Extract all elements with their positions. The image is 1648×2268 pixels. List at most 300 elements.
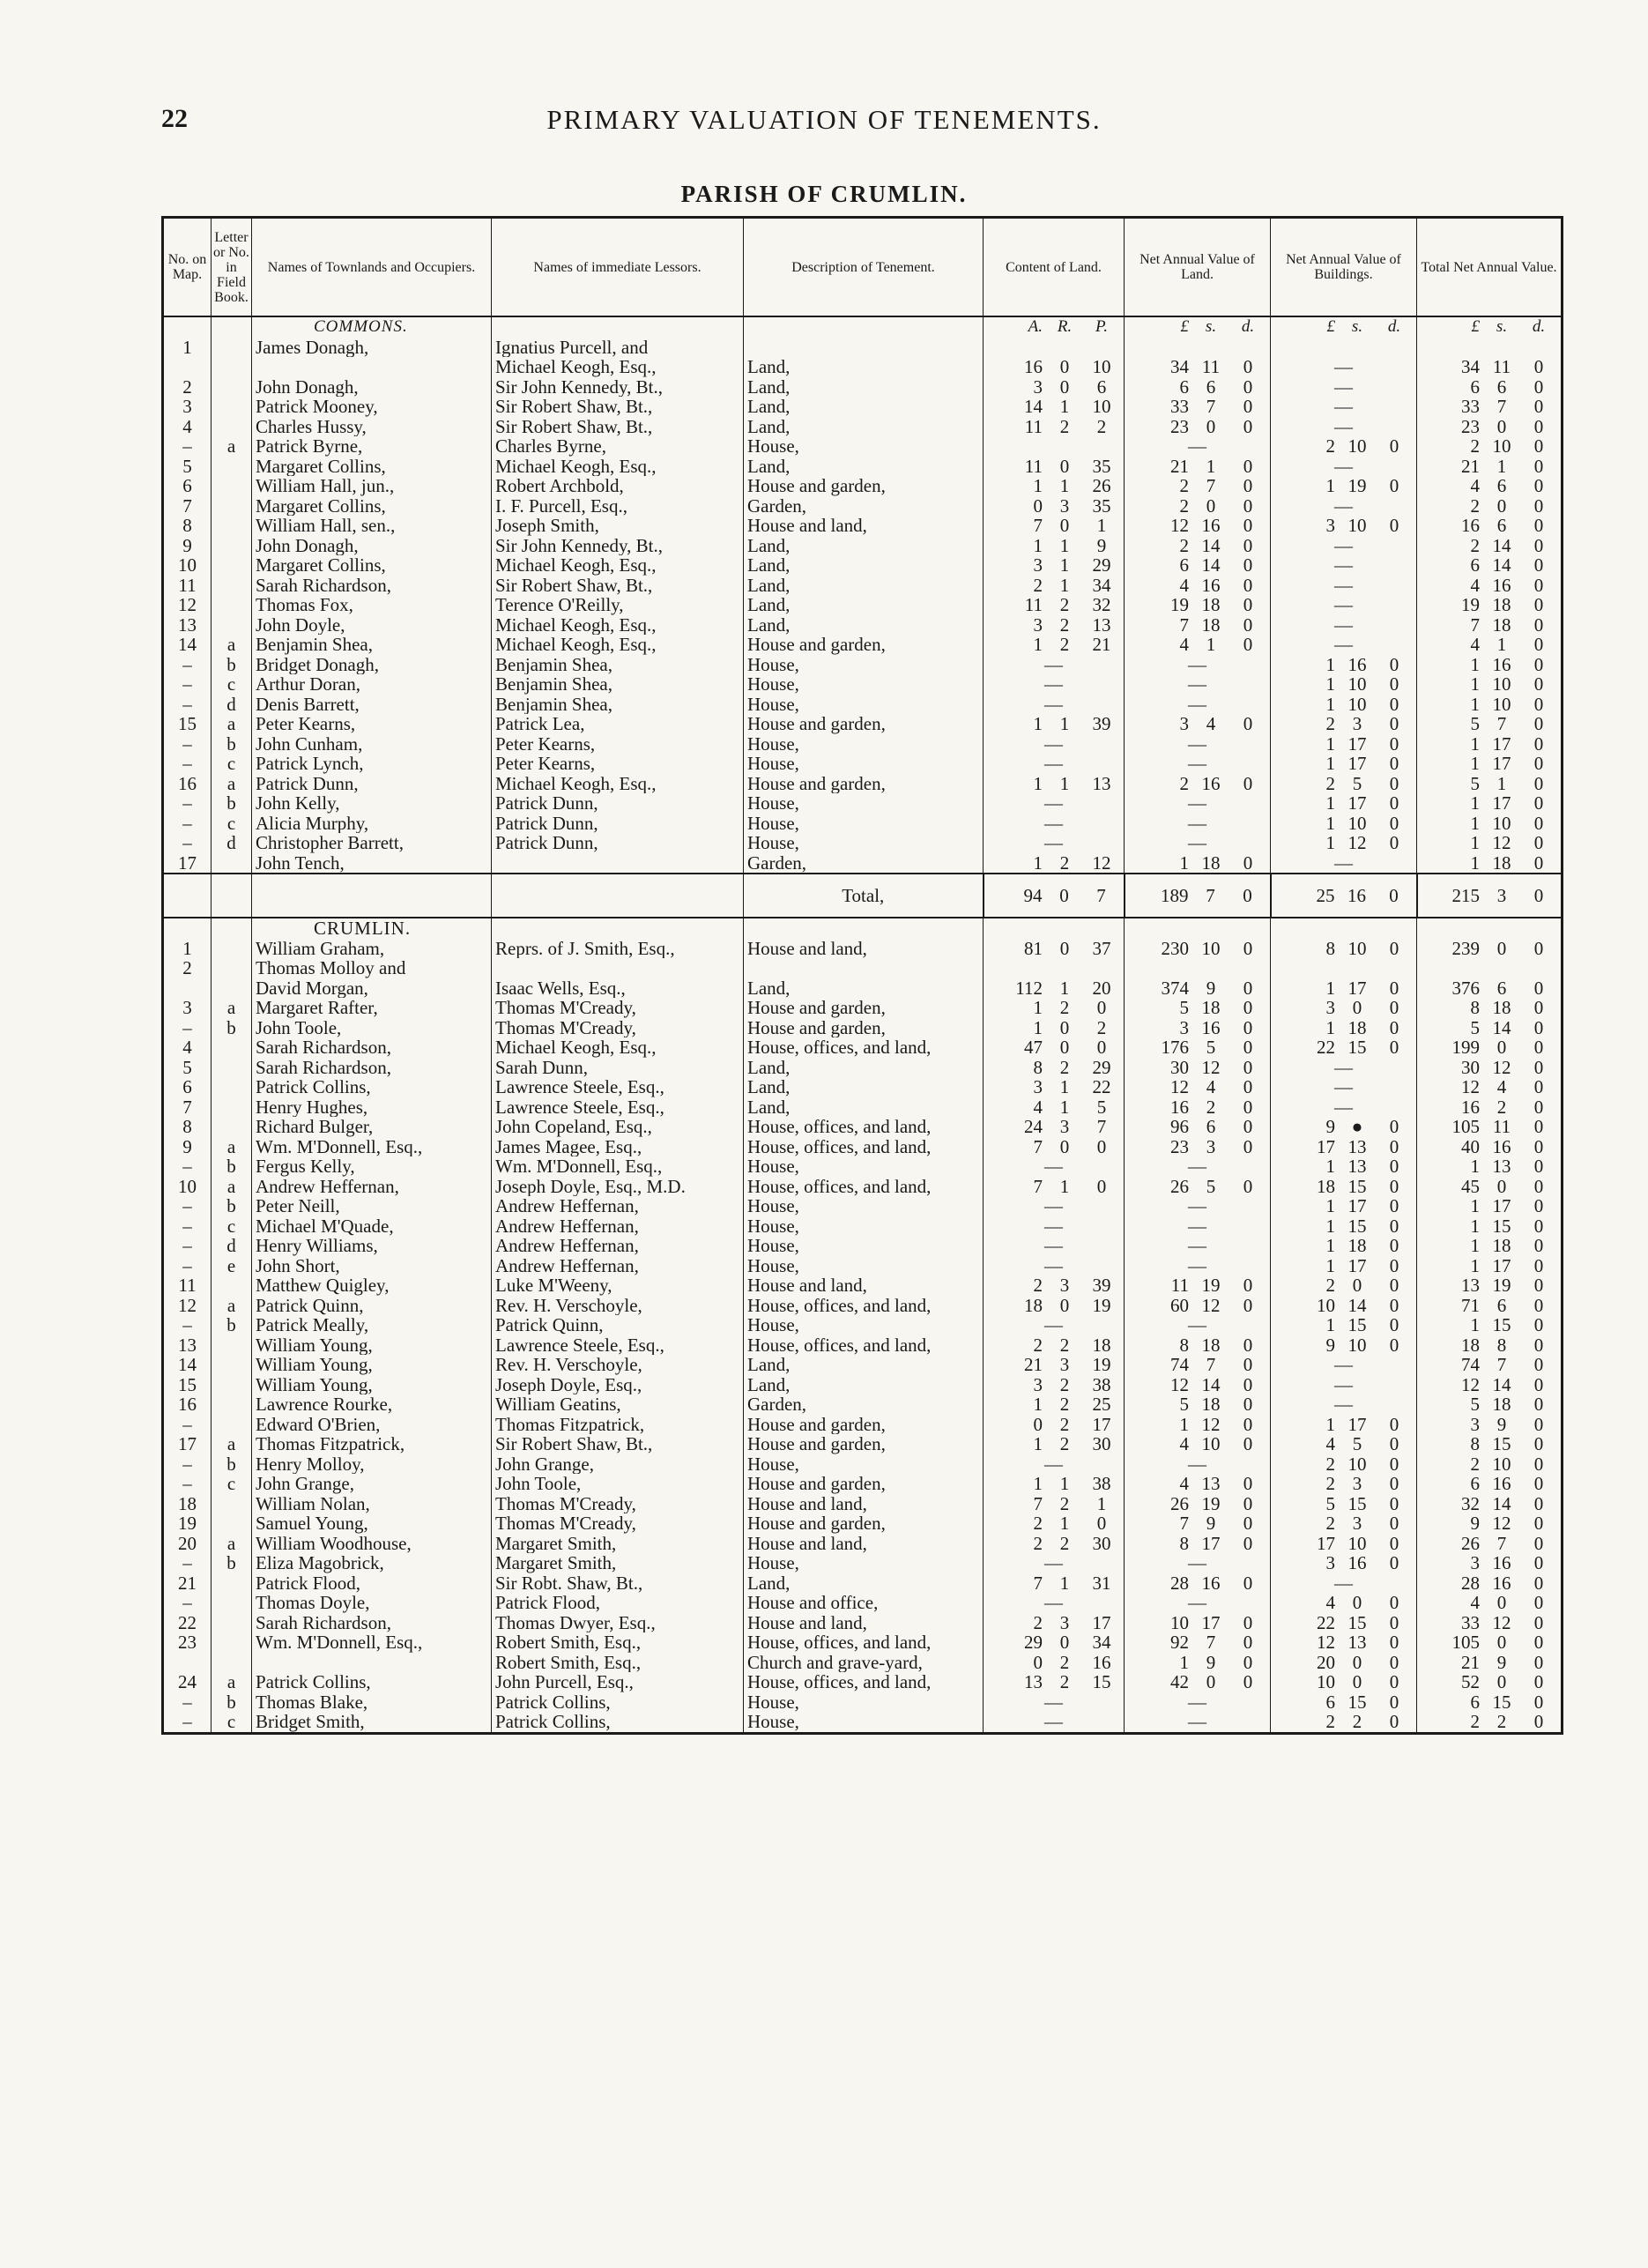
lessor-cell: Peter Kearns, bbox=[492, 734, 744, 755]
land-value-cell-part: 12 bbox=[1170, 516, 1189, 536]
total-value-cell-part: 0 bbox=[1533, 813, 1544, 833]
map-number-cell: 16 bbox=[163, 1394, 212, 1415]
land-value-cell-part: 42 bbox=[1170, 1672, 1189, 1692]
building-value-cell-part: 9 bbox=[1325, 1335, 1335, 1355]
land-value-cell bbox=[1125, 1653, 1271, 1673]
content-cell bbox=[984, 555, 1125, 576]
content-cell-dash: — bbox=[1044, 654, 1063, 674]
building-value-cell bbox=[1271, 1474, 1417, 1494]
map-number-cell: – bbox=[163, 1315, 212, 1335]
table-row bbox=[163, 615, 1563, 636]
building-value-cell-part: 15 bbox=[1347, 1176, 1367, 1196]
map-number-cell bbox=[163, 874, 212, 918]
total-value-cell bbox=[1417, 1018, 1563, 1038]
letter-cell bbox=[212, 397, 252, 417]
description-cell: Land, bbox=[744, 1077, 984, 1097]
description-cell: Land, bbox=[744, 1355, 984, 1375]
occupier-cell: Patrick Quinn, bbox=[252, 1296, 492, 1316]
table-row bbox=[163, 555, 1563, 576]
occupier-cell: Patrick Byrne, bbox=[252, 436, 492, 457]
building-value-cell-part: 10 bbox=[1347, 694, 1367, 714]
lessor-cell: Sir Robert Shaw, Bt., bbox=[492, 1434, 744, 1454]
total-value-cell bbox=[1417, 1375, 1563, 1395]
building-value-cell-part: 13 bbox=[1347, 1156, 1367, 1177]
land-value-cell bbox=[1125, 714, 1271, 734]
map-number-cell: 9 bbox=[163, 1137, 212, 1157]
building-value-cell-part: 4 bbox=[1325, 1593, 1335, 1613]
map-number-cell: – bbox=[163, 436, 212, 457]
building-value-cell bbox=[1271, 1375, 1417, 1395]
building-value-cell bbox=[1271, 516, 1417, 536]
map-number-cell: 11 bbox=[163, 1275, 212, 1296]
description-cell: Land, bbox=[744, 457, 984, 477]
total-value-cell-part: 8 bbox=[1470, 998, 1480, 1018]
total-value-cell-part: 0 bbox=[1533, 1374, 1544, 1394]
letter-cell bbox=[212, 1335, 252, 1356]
building-value-cell-part: 0 bbox=[1389, 1136, 1399, 1156]
lessor-cell: Wm. M'Donnell, Esq., bbox=[492, 1156, 744, 1177]
land-value-cell-part: 0 bbox=[1243, 1097, 1253, 1117]
letter-cell bbox=[212, 457, 252, 477]
table-row bbox=[163, 1454, 1563, 1475]
occupier-cell: Bridget Smith, bbox=[252, 1712, 492, 1733]
land-value-cell bbox=[1125, 1137, 1271, 1157]
occupier-cell: Thomas Doyle, bbox=[252, 1593, 492, 1613]
occupier-cell: Eliza Magobrick, bbox=[252, 1553, 492, 1573]
land-value-cell-part: 12 bbox=[1201, 1057, 1221, 1077]
content-cell-part: 1 bbox=[1059, 1474, 1070, 1494]
building-value-cell-dash: — bbox=[1334, 535, 1353, 555]
occupier-cell: Bridget Donagh, bbox=[252, 655, 492, 675]
lessor-cell: John Copeland, Esq., bbox=[492, 1117, 744, 1137]
grand-total-cell bbox=[1417, 874, 1563, 918]
total-value-cell-part: 10 bbox=[1492, 674, 1511, 695]
land-value-cell-part: 5 bbox=[1206, 1037, 1216, 1058]
content-cell-part: 6 bbox=[1096, 376, 1107, 397]
total-value-cell-part: 0 bbox=[1533, 555, 1544, 576]
description-cell: House, bbox=[744, 674, 984, 695]
building-value-cell-part: 0 bbox=[1389, 1236, 1399, 1256]
building-value-cell-dash: — bbox=[1334, 1077, 1353, 1097]
content-cell-part: 1 bbox=[1059, 397, 1070, 417]
occupier-cell: John Donagh, bbox=[252, 536, 492, 556]
total-value-cell bbox=[1417, 1137, 1563, 1157]
map-number-cell: 5 bbox=[163, 1058, 212, 1078]
table-row bbox=[163, 595, 1563, 615]
content-cell bbox=[984, 1593, 1125, 1613]
total-value-cell bbox=[1417, 1117, 1563, 1137]
total-value-cell-part: 17 bbox=[1492, 754, 1511, 774]
land-value-cell-part: 18 bbox=[1201, 998, 1221, 1018]
land-value-cell bbox=[1125, 1692, 1271, 1713]
total-value-cell bbox=[1417, 1196, 1563, 1216]
lessor-cell: William Geatins, bbox=[492, 1394, 744, 1415]
content-cell bbox=[984, 1394, 1125, 1415]
land-value-cell-part: 11 bbox=[1201, 357, 1221, 377]
building-value-cell bbox=[1271, 1513, 1417, 1534]
content-cell bbox=[984, 417, 1125, 437]
total-value-cell-part: 105 bbox=[1451, 1117, 1480, 1137]
content-cell-part: 17 bbox=[1092, 1612, 1111, 1632]
total-value-cell-part: 1 bbox=[1470, 1196, 1480, 1216]
content-cell-part: 3 bbox=[1033, 1374, 1043, 1394]
total-value-cell-part: 16 bbox=[1492, 1553, 1511, 1573]
land-value-cell-part: 0 bbox=[1243, 1077, 1253, 1097]
total-value-cell-part: 17 bbox=[1492, 733, 1511, 754]
total-value-cell-part: 23 bbox=[1461, 416, 1480, 436]
content-cell-part: 1 bbox=[1033, 476, 1043, 496]
col-header-land-value: Net Annual Value of Land. bbox=[1125, 218, 1271, 317]
content-cell-part: 2 bbox=[1059, 1493, 1070, 1513]
building-value-cell-part: 17 bbox=[1347, 978, 1367, 998]
building-value-cell bbox=[1271, 1097, 1417, 1118]
content-cell-part: 18 bbox=[1092, 1335, 1111, 1355]
total-value-cell-part: 0 bbox=[1496, 938, 1507, 958]
land-total-cell bbox=[1125, 874, 1271, 918]
content-cell-part: 9 bbox=[1096, 535, 1107, 555]
content-cell-part: 1 bbox=[1059, 714, 1070, 734]
letter-cell: e bbox=[212, 1256, 252, 1276]
total-value-cell-part: 0 bbox=[1496, 1176, 1507, 1196]
land-value-cell bbox=[1125, 1593, 1271, 1613]
map-number-cell: – bbox=[163, 1156, 212, 1177]
content-cell-part: 11 bbox=[1024, 595, 1043, 615]
total-value-cell-part: 0 bbox=[1533, 1632, 1544, 1653]
content-cell-part: 0 bbox=[1059, 456, 1070, 476]
land-value-cell-part: 0 bbox=[1243, 1672, 1253, 1692]
total-value-cell-part: 0 bbox=[1496, 1632, 1507, 1653]
description-cell: House, bbox=[744, 655, 984, 675]
content-cell-part: 12 bbox=[1092, 852, 1111, 874]
letter-cell bbox=[212, 316, 252, 338]
grand-total-cell-part: 0 bbox=[1533, 885, 1544, 906]
total-value-cell-part: 0 bbox=[1496, 495, 1507, 516]
land-value-cell bbox=[1125, 774, 1271, 794]
total-value-cell bbox=[1417, 1454, 1563, 1475]
occupier-cell: William Nolan, bbox=[252, 1494, 492, 1514]
building-value-cell bbox=[1271, 674, 1417, 695]
land-value-cell-part: 4 bbox=[1206, 714, 1216, 734]
land-value-cell-dash: — bbox=[1188, 733, 1206, 754]
content-cell-part: 2 bbox=[1059, 1414, 1070, 1434]
lessor-cell: Sarah Dunn, bbox=[492, 1058, 744, 1078]
total-value-cell bbox=[1417, 674, 1563, 695]
content-cell-dash: — bbox=[1044, 674, 1063, 695]
letter-cell: d bbox=[212, 1236, 252, 1256]
bldg-unit-cell-part: s. bbox=[1351, 317, 1363, 337]
description-cell: House and land, bbox=[744, 1613, 984, 1633]
content-cell-part: 1 bbox=[1059, 555, 1070, 576]
content-cell bbox=[984, 377, 1125, 398]
building-value-cell-part: 1 bbox=[1325, 1216, 1335, 1236]
total-value-cell bbox=[1417, 615, 1563, 636]
content-cell-part: 39 bbox=[1092, 714, 1111, 734]
description-cell: House, bbox=[744, 754, 984, 774]
total-value-cell-part: 10 bbox=[1492, 694, 1511, 714]
total-value-cell-part: 16 bbox=[1492, 654, 1511, 674]
content-cell-part: 29 bbox=[1092, 1057, 1111, 1077]
bldg-unit-cell-part: £ bbox=[1326, 317, 1335, 337]
description-cell: Land, bbox=[744, 1058, 984, 1078]
total-value-cell-part: 3 bbox=[1470, 1414, 1480, 1434]
content-cell-part: 4 bbox=[1033, 1097, 1043, 1117]
land-value-cell-part: 17 bbox=[1201, 1612, 1221, 1632]
content-cell bbox=[984, 1156, 1125, 1177]
occupier-cell: Sarah Richardson, bbox=[252, 1613, 492, 1633]
building-value-cell-part: 2 bbox=[1325, 1275, 1335, 1296]
map-number-cell: 5 bbox=[163, 457, 212, 477]
total-value-cell bbox=[1417, 377, 1563, 398]
total-value-cell bbox=[1417, 695, 1563, 715]
letter-cell bbox=[212, 1077, 252, 1097]
letter-cell: a bbox=[212, 436, 252, 457]
lessor-cell: Joseph Doyle, Esq., bbox=[492, 1375, 744, 1395]
table-row bbox=[163, 536, 1563, 556]
lessor-cell: Charles Byrne, bbox=[492, 436, 744, 457]
content-cell bbox=[984, 958, 1125, 978]
description-cell: House, offices, and land, bbox=[744, 1137, 984, 1157]
content-cell bbox=[984, 1632, 1125, 1653]
map-number-cell: – bbox=[163, 1415, 212, 1435]
total-value-cell-part: 1 bbox=[1470, 793, 1480, 814]
building-value-cell bbox=[1271, 1077, 1417, 1097]
total-value-cell-part: 0 bbox=[1533, 436, 1544, 457]
lessor-cell: Robert Smith, Esq., bbox=[492, 1653, 744, 1673]
total-value-cell-part: 0 bbox=[1533, 1017, 1544, 1037]
description-cell: Land, bbox=[744, 978, 984, 999]
content-cell-part: 1 bbox=[1059, 1077, 1070, 1097]
content-cell bbox=[984, 1415, 1125, 1435]
content-cell-part: 0 bbox=[1096, 1037, 1107, 1058]
building-value-cell-part: 0 bbox=[1352, 1652, 1362, 1672]
building-value-cell bbox=[1271, 1137, 1417, 1157]
content-cell-dash: — bbox=[1044, 733, 1063, 754]
land-value-cell bbox=[1125, 674, 1271, 695]
lessor-cell: Margaret Smith, bbox=[492, 1534, 744, 1554]
total-value-cell bbox=[1417, 1534, 1563, 1554]
map-number-cell: – bbox=[163, 1692, 212, 1713]
building-value-cell-part: 1 bbox=[1325, 654, 1335, 674]
occupier-cell bbox=[252, 1653, 492, 1673]
content-cell bbox=[984, 1196, 1125, 1216]
land-value-cell-part: 2 bbox=[1206, 1097, 1216, 1117]
content-cell-part: 39 bbox=[1092, 1275, 1111, 1296]
map-number-cell: 23 bbox=[163, 1632, 212, 1653]
description-cell: House, bbox=[744, 436, 984, 457]
building-value-cell-part: 17 bbox=[1347, 1255, 1367, 1275]
land-value-cell-part: 0 bbox=[1243, 535, 1253, 555]
building-value-cell-part: 2 bbox=[1325, 773, 1335, 793]
building-value-cell-part: 0 bbox=[1389, 754, 1399, 774]
occupier-cell: Patrick Flood, bbox=[252, 1573, 492, 1594]
occupier-cell: Andrew Heffernan, bbox=[252, 1177, 492, 1197]
total-value-cell-part: 9 bbox=[1496, 1652, 1507, 1672]
building-value-cell bbox=[1271, 1058, 1417, 1078]
land-value-cell-part: 0 bbox=[1206, 495, 1216, 516]
total-value-cell-part: 0 bbox=[1533, 714, 1544, 734]
total-value-cell-part: 32 bbox=[1461, 1493, 1480, 1513]
building-value-cell-part: 16 bbox=[1347, 1553, 1367, 1573]
building-value-cell-part: 2 bbox=[1325, 1474, 1335, 1494]
land-value-cell-part: 5 bbox=[1179, 998, 1189, 1018]
building-value-cell-part: 1 bbox=[1325, 1315, 1335, 1335]
total-value-cell-part: 0 bbox=[1533, 495, 1544, 516]
letter-cell: a bbox=[212, 714, 252, 734]
description-cell: House, bbox=[744, 1692, 984, 1713]
lessor-cell: Michael Keogh, Esq., bbox=[492, 555, 744, 576]
land-value-cell bbox=[1125, 555, 1271, 576]
content-cell bbox=[984, 655, 1125, 675]
map-number-cell: 1 bbox=[163, 939, 212, 959]
content-cell-part: 14 bbox=[1024, 397, 1043, 417]
lessor-cell: Lawrence Steele, Esq., bbox=[492, 1335, 744, 1356]
land-value-cell-part: 19 bbox=[1201, 1275, 1221, 1296]
lessor-cell: Patrick Quinn, bbox=[492, 1315, 744, 1335]
table-row bbox=[163, 1534, 1563, 1554]
total-value-cell bbox=[1417, 476, 1563, 496]
content-cell bbox=[984, 595, 1125, 615]
land-value-cell-part: 0 bbox=[1243, 1037, 1253, 1058]
land-value-cell-part: 0 bbox=[1243, 1652, 1253, 1672]
land-value-cell bbox=[1125, 734, 1271, 755]
valuation-table bbox=[161, 216, 1563, 1735]
building-value-cell-part: 15 bbox=[1347, 1612, 1367, 1632]
description-cell: Land, bbox=[744, 1097, 984, 1118]
table-row bbox=[163, 1712, 1563, 1733]
lessor-cell: Benjamin Shea, bbox=[492, 655, 744, 675]
content-cell-part: 38 bbox=[1092, 1474, 1111, 1494]
total-value-cell-part: 5 bbox=[1470, 773, 1480, 793]
description-cell: House, bbox=[744, 793, 984, 814]
land-value-cell bbox=[1125, 793, 1271, 814]
occupier-cell: John Donagh, bbox=[252, 377, 492, 398]
letter-cell: a bbox=[212, 1137, 252, 1157]
total-value-cell-part: 1 bbox=[1470, 674, 1480, 695]
table-row bbox=[163, 1256, 1563, 1276]
building-value-cell-part: 0 bbox=[1389, 1275, 1399, 1296]
description-cell: House, bbox=[744, 695, 984, 715]
map-number-cell: 10 bbox=[163, 1177, 212, 1197]
total-value-cell-part: 7 bbox=[1496, 714, 1507, 734]
letter-cell bbox=[212, 476, 252, 496]
building-value-cell-part: 17 bbox=[1347, 1196, 1367, 1216]
total-value-cell-part: 14 bbox=[1492, 1374, 1511, 1394]
total-value-cell-part: 0 bbox=[1533, 1295, 1544, 1315]
building-value-cell bbox=[1271, 1692, 1417, 1713]
content-unit-cell-part: P. bbox=[1095, 317, 1108, 337]
building-value-cell-part: 1 bbox=[1325, 1414, 1335, 1434]
content-cell-part: 3 bbox=[1059, 1275, 1070, 1296]
content-unit-cell bbox=[984, 918, 1125, 939]
total-value-cell bbox=[1417, 655, 1563, 675]
land-value-cell bbox=[1125, 1375, 1271, 1395]
content-cell-part: 1 bbox=[1059, 978, 1070, 998]
building-value-cell-part: 18 bbox=[1347, 1236, 1367, 1256]
land-value-cell-part: 0 bbox=[1243, 938, 1253, 958]
building-value-cell-part: 0 bbox=[1389, 1335, 1399, 1355]
lessor-cell: Terence O'Reilly, bbox=[492, 595, 744, 615]
land-value-cell-part: 7 bbox=[1179, 1513, 1189, 1534]
letter-cell bbox=[212, 918, 252, 939]
content-cell-part: 35 bbox=[1092, 456, 1111, 476]
occupier-cell: Thomas Molloy and bbox=[252, 958, 492, 978]
content-cell-part: 29 bbox=[1092, 555, 1111, 576]
building-value-cell-part: 9 bbox=[1325, 1117, 1335, 1137]
land-value-cell-dash: — bbox=[1188, 793, 1206, 814]
section-title: CRUMLIN. bbox=[252, 918, 492, 939]
total-value-cell-part: 21 bbox=[1461, 1652, 1480, 1672]
map-number-cell: 12 bbox=[163, 1296, 212, 1316]
lessor-cell: Thomas M'Cready, bbox=[492, 1018, 744, 1038]
total-value-cell bbox=[1417, 1632, 1563, 1653]
letter-cell bbox=[212, 595, 252, 615]
content-cell-part: 0 bbox=[1059, 1632, 1070, 1653]
map-number-cell: – bbox=[163, 695, 212, 715]
total-value-cell-part: 2 bbox=[1470, 436, 1480, 457]
total-value-cell-part: 74 bbox=[1461, 1355, 1480, 1375]
map-number-cell: – bbox=[163, 1196, 212, 1216]
letter-cell: a bbox=[212, 635, 252, 655]
building-value-cell-part: 0 bbox=[1389, 793, 1399, 814]
description-cell: Land, bbox=[744, 595, 984, 615]
content-cell-part: 2 bbox=[1059, 998, 1070, 1018]
content-cell-part: 2 bbox=[1096, 416, 1107, 436]
content-cell-dash: — bbox=[1044, 1255, 1063, 1275]
content-cell-part: 0 bbox=[1059, 357, 1070, 377]
content-cell bbox=[984, 1534, 1125, 1554]
lessor-cell: Andrew Heffernan, bbox=[492, 1196, 744, 1216]
total-value-cell-part: 0 bbox=[1533, 516, 1544, 536]
occupier-cell: Peter Neill, bbox=[252, 1196, 492, 1216]
land-value-cell-part: 0 bbox=[1243, 1057, 1253, 1077]
letter-cell bbox=[212, 1632, 252, 1653]
total-value-cell-part: 0 bbox=[1533, 1335, 1544, 1355]
land-value-cell-part: 0 bbox=[1243, 978, 1253, 998]
land-value-cell-dash: — bbox=[1188, 1236, 1206, 1256]
building-value-cell-part: 0 bbox=[1389, 654, 1399, 674]
content-cell-part: 0 bbox=[1096, 1513, 1107, 1534]
total-value-cell-part: 18 bbox=[1461, 1335, 1480, 1355]
map-number-cell: 3 bbox=[163, 998, 212, 1018]
col-header-lessor: Names of immediate Lessors. bbox=[492, 218, 744, 317]
letter-cell: a bbox=[212, 1296, 252, 1316]
land-value-cell-part: 0 bbox=[1243, 1513, 1253, 1534]
building-value-cell-part: 1 bbox=[1325, 694, 1335, 714]
description-cell: House, bbox=[744, 734, 984, 755]
letter-cell: d bbox=[212, 833, 252, 853]
content-cell-part: 0 bbox=[1096, 1136, 1107, 1156]
content-cell-part: 2 bbox=[1059, 1652, 1070, 1672]
letter-cell: b bbox=[212, 655, 252, 675]
content-cell-part: 1 bbox=[1033, 998, 1043, 1018]
building-value-cell bbox=[1271, 853, 1417, 874]
lessor-cell: Michael Keogh, Esq., bbox=[492, 457, 744, 477]
total-value-cell-part: 30 bbox=[1461, 1057, 1480, 1077]
building-value-cell-part: 1 bbox=[1325, 833, 1335, 853]
lessor-cell: Reprs. of J. Smith, Esq., bbox=[492, 939, 744, 959]
building-value-cell-dash: — bbox=[1334, 376, 1353, 397]
land-value-cell-part: 26 bbox=[1170, 1176, 1189, 1196]
land-value-cell-dash: — bbox=[1188, 1553, 1206, 1573]
content-cell-part: 1 bbox=[1059, 476, 1070, 496]
content-cell-part: 37 bbox=[1092, 938, 1111, 958]
content-cell bbox=[984, 1275, 1125, 1296]
total-value-cell bbox=[1417, 1613, 1563, 1633]
total-value-cell-part: 18 bbox=[1492, 998, 1511, 1018]
total-value-cell-part: 18 bbox=[1492, 1236, 1511, 1256]
total-value-cell-part: 6 bbox=[1470, 376, 1480, 397]
lessor-cell: Michael Keogh, Esq., bbox=[492, 615, 744, 636]
